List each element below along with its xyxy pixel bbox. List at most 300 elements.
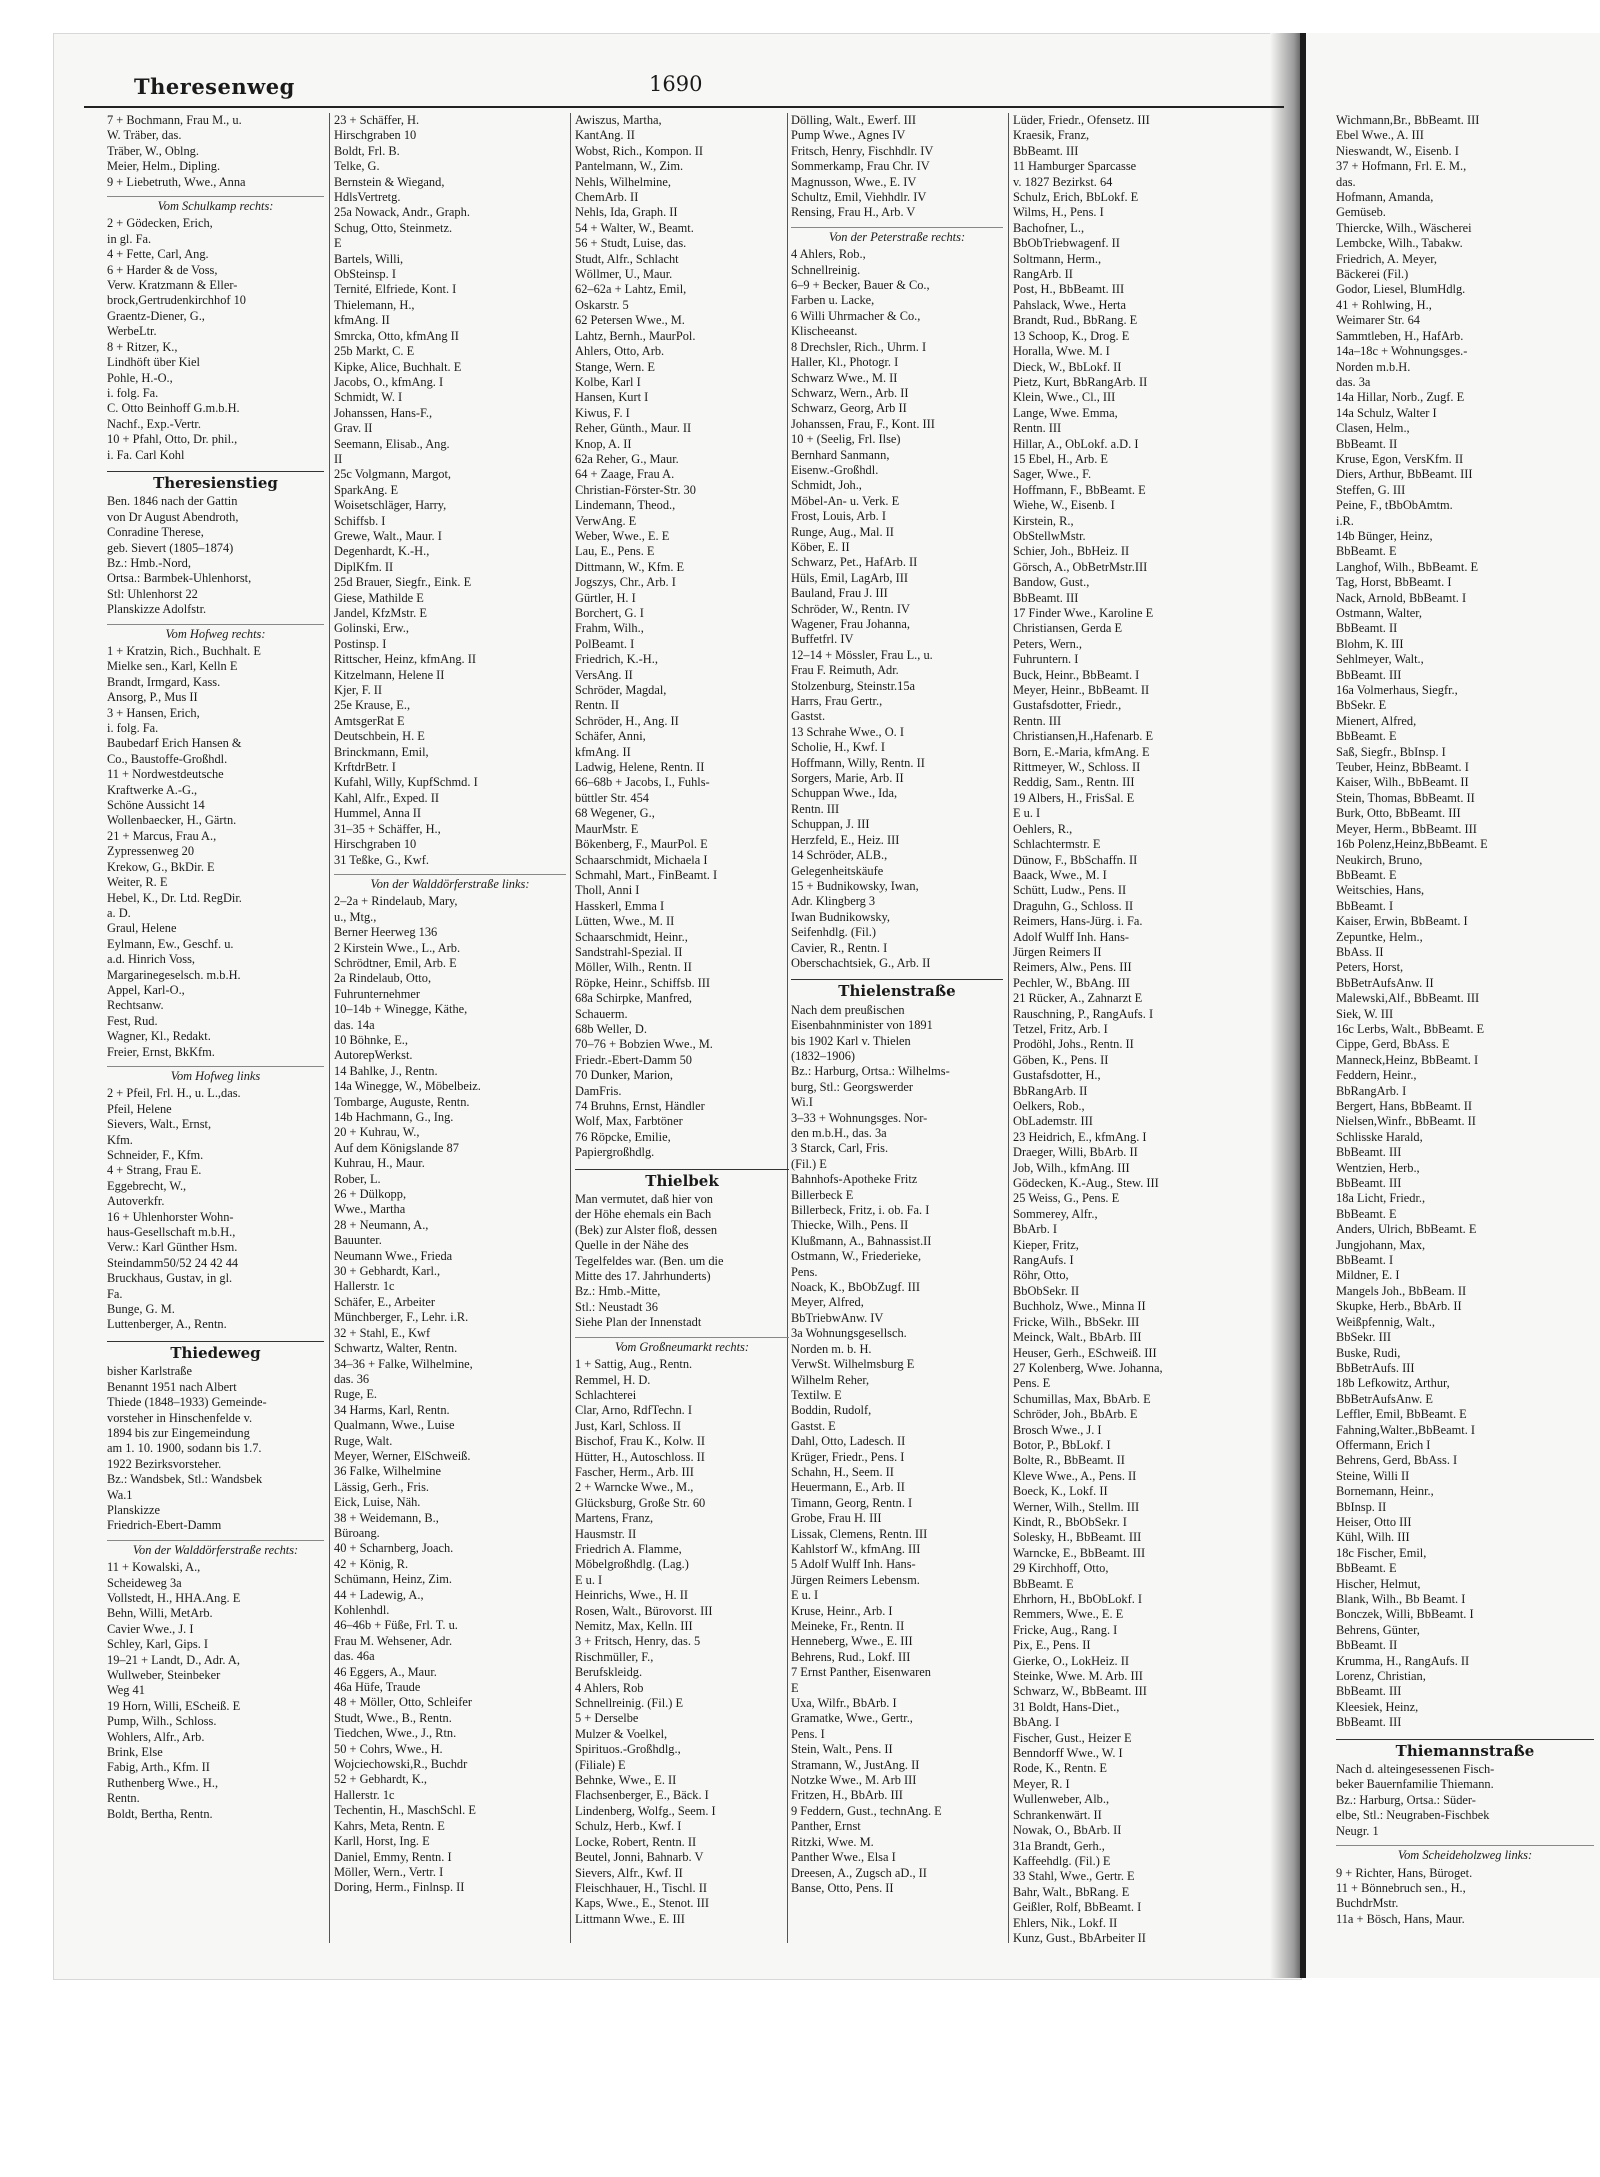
directory-entry: Meyer, Heinr., BbBeamt. II xyxy=(1013,683,1150,698)
directory-entry: Qualmann, Wwe., Luise xyxy=(334,1418,455,1433)
directory-entry: Gastst. E xyxy=(791,1418,836,1433)
directory-entry: BbBeamt. II xyxy=(1336,436,1398,451)
directory-entry: Pietz, Kurt, BbRangArb. II xyxy=(1013,374,1148,389)
section-subheading: Von der Walddörferstraße links: xyxy=(334,874,566,892)
street-description-line: Planskizze xyxy=(107,1502,160,1517)
directory-entry: Schlachterei xyxy=(575,1387,637,1402)
directory-entry: Buske, Rudi, xyxy=(1336,1345,1401,1360)
directory-entry: Meyer, Herm., BbBeamt. III xyxy=(1336,821,1477,836)
directory-entry: BbBetrAufs. III xyxy=(1336,1360,1415,1375)
directory-entry: Pix, E., Pens. II xyxy=(1013,1638,1091,1653)
directory-entry: BbBeamt. I xyxy=(1336,898,1394,913)
directory-entry: Ahlers, Otto, Arb. xyxy=(575,344,665,359)
street-description-line: geb. Sievert (1805–1874) xyxy=(107,540,234,555)
directory-entry: Tombarge, Auguste, Rentn. xyxy=(334,1094,470,1109)
directory-entry: Ostmann, W., Friederieke, xyxy=(791,1249,922,1264)
directory-entry: Auf dem Königslande 87 xyxy=(334,1140,459,1155)
directory-entry: Golinski, Erw., xyxy=(334,621,409,636)
directory-entry: Hummel, Anna II xyxy=(334,806,422,821)
column-rule xyxy=(1008,113,1009,1943)
directory-entry: 31a Brandt, Gerh., xyxy=(1013,1838,1105,1853)
directory-entry: Benndorff Wwe., W. I xyxy=(1013,1746,1123,1761)
directory-entry: Hausmstr. II xyxy=(575,1526,637,1541)
directory-entry: 68b Weller, D. xyxy=(575,1021,647,1036)
directory-entry: Jürgen Reimers II xyxy=(1013,944,1102,959)
directory-entry: Schley, Karl, Gips. I xyxy=(107,1637,209,1652)
directory-entry: BbBeamt. E xyxy=(1336,1206,1397,1221)
directory-entry: 11 Hamburger Sparcasse xyxy=(1013,159,1137,174)
directory-entry: a.d. Hinrich Voss, xyxy=(107,952,195,967)
directory-entry: BbBeamt. III xyxy=(1013,590,1079,605)
directory-entry: Krüger, Friedr., Pens. I xyxy=(791,1449,905,1464)
directory-entry: Feddern, Heinr., xyxy=(1336,1068,1417,1083)
directory-entry: Stolzenburg, Steinstr.15a xyxy=(791,678,916,693)
directory-entry: Ladwig, Helene, Rentn. II xyxy=(575,760,705,775)
directory-entry: Steine, Willi II xyxy=(1336,1468,1410,1483)
section-subheading: Vom Hofweg rechts: xyxy=(107,624,324,642)
directory-entry: Pechler, W., BbAng. III xyxy=(1013,975,1130,990)
directory-entry: Sievers, Walt., Ernst, xyxy=(107,1117,212,1132)
directory-entry: Sager, Wwe., F. xyxy=(1013,467,1092,482)
directory-entry: Hoffmann, Willy, Rentn. II xyxy=(791,755,925,770)
street-description-line: Mitte des 17. Jahrhunderts) xyxy=(575,1269,711,1284)
street-description-line: (1832–1906) xyxy=(791,1048,856,1063)
directory-entry: 76 Röpcke, Emilie, xyxy=(575,1129,671,1144)
directory-entry: Schmahl, Mart., FinBeamt. I xyxy=(575,867,718,882)
section-subheading: Von der Walddörferstraße rechts: xyxy=(107,1540,324,1558)
directory-entry: Wohlers, Alfr., Arb. xyxy=(107,1729,205,1744)
street-description-line: Nach d. alteingesessenen Fisch- xyxy=(1336,1762,1495,1777)
directory-entry: Kirstein, R., xyxy=(1013,513,1074,528)
directory-entry: Nehls, Wilhelmine, xyxy=(575,174,671,189)
street-description-line: Bz.: Wandsbek, Stl.: Wandsbek xyxy=(107,1472,263,1487)
directory-entry: Dünow, F., BbSchaffn. II xyxy=(1013,852,1138,867)
directory-entry: Ostmann, Walter, xyxy=(1336,606,1423,620)
directory-entry: Billerbeck E xyxy=(791,1187,854,1202)
directory-entry: Stein, Thomas, BbBeamt. II xyxy=(1336,790,1475,805)
directory-entry: i. folg. Fa. xyxy=(107,721,159,736)
directory-entry: Friedrich, A. Meyer, xyxy=(1336,251,1438,266)
directory-entry: Krumma, H., RangAufs. II xyxy=(1336,1653,1470,1668)
directory-entry: Schuppan, J. III xyxy=(791,817,870,832)
directory-entry: Nachf., Exp.-Vertr. xyxy=(107,416,201,431)
directory-entry: BbBeamt. III xyxy=(1336,1145,1402,1160)
directory-entry: Kuhrau, H., Maur. xyxy=(334,1156,425,1171)
directory-entry: Leffler, Emil, BbBeamt. E xyxy=(1336,1407,1467,1422)
directory-entry: Neukirch, Bruno, xyxy=(1336,852,1423,867)
directory-entry: Postinsp. I xyxy=(334,636,387,651)
directory-entry: Hüls, Emil, LagArb, III xyxy=(791,570,908,585)
directory-entry: 28 + Neumann, A., xyxy=(334,1217,429,1232)
directory-entry: Flachsenberger, E., Bäck. I xyxy=(575,1788,709,1803)
directory-entry: Littmann Wwe., E. III xyxy=(575,1911,685,1926)
directory-entry: Lissak, Clemens, Rentn. III xyxy=(791,1526,928,1541)
directory-entry: Bökenberg, F., MaurPol. E xyxy=(575,837,708,852)
directory-entry: 8 + Ritzer, K., xyxy=(107,339,178,354)
directory-entry: Sehlmeyer, Walt., xyxy=(1336,652,1424,667)
page-number: 1690 xyxy=(649,72,703,96)
directory-entry: Wichmann,Br., BbBeamt. III xyxy=(1336,113,1480,127)
section-subheading: Vom Scheideholzweg links: xyxy=(1336,1845,1594,1863)
directory-entry: Billerbeck, Fritz, i. ob. Fa. I xyxy=(791,1203,930,1218)
directory-entry: Oelkers, Rob., xyxy=(1013,1099,1085,1113)
directory-entry: das. 46a xyxy=(334,1649,375,1664)
directory-entry: Fischer, Gust., Heizer E xyxy=(1013,1730,1132,1745)
directory-entry: 29 Kirchhoff, Otto, xyxy=(1013,1561,1109,1576)
directory-entry: Bernstein & Wiegand, xyxy=(334,174,445,189)
directory-entry: 7 Ernst Panther, Eisenwaren xyxy=(791,1665,931,1680)
directory-entry: Ebel Wwe., A. III xyxy=(1336,128,1424,143)
directory-entry: Wwe., Martha xyxy=(334,1202,406,1217)
directory-entry: 44 + Ladewig, A., xyxy=(334,1587,424,1602)
street-description-line: burg, Stl.: Georgswerder xyxy=(791,1079,914,1094)
directory-entry: Weimarer Str. 64 xyxy=(1336,313,1420,328)
directory-entry: Remmers, Wwe., E. E xyxy=(1013,1607,1124,1622)
directory-entry: Kjer, F. II xyxy=(334,683,383,698)
directory-entry: 6 + Harder & de Voss, xyxy=(107,262,218,277)
directory-entry: 50 + Cohrs, Wwe., H. xyxy=(334,1741,443,1756)
directory-entry: das. 3a xyxy=(1336,374,1371,389)
directory-entry: Schulz, Erich, BbLokf. E xyxy=(1013,190,1139,205)
directory-entry: kfmAng. II xyxy=(334,313,390,328)
directory-entry: Schlisske Harald, xyxy=(1336,1129,1423,1144)
directory-entry: ObSteinsp. I xyxy=(334,267,396,282)
directory-entry: Wilms, H., Pens. I xyxy=(1013,205,1104,220)
directory-entry: Schumillas, Max, BbArb. E xyxy=(1013,1391,1151,1406)
directory-entry: Techentin, H., MaschSchl. E xyxy=(334,1803,476,1818)
directory-entry: Kraftwerke A.-G., xyxy=(107,782,198,797)
directory-entry: Kruse, Heinr., Arb. I xyxy=(791,1603,893,1618)
street-heading: Thiedeweg xyxy=(107,1341,324,1361)
directory-entry: Schäfer, E., Arbeiter xyxy=(334,1294,435,1309)
directory-entry: 14 Schröder, ALB., xyxy=(791,848,888,863)
directory-entry: Buffetfrl. IV xyxy=(791,632,854,647)
directory-entry: Mulzer & Voelkel, xyxy=(575,1726,668,1741)
directory-entry: Jungjohann, Max, xyxy=(1336,1237,1426,1252)
directory-entry: 27 Kolenberg, Wwe. Johanna, xyxy=(1013,1360,1163,1375)
directory-entry: Blank, Wilh., Bb Beamt. I xyxy=(1336,1592,1466,1606)
directory-entry: Rauschning, P., RangAufs. I xyxy=(1013,1006,1154,1021)
directory-entry: Offermann, Erich I xyxy=(1336,1437,1431,1452)
directory-entry: Boeck, K., Lokf. II xyxy=(1013,1484,1108,1499)
directory-entry: BuchdrMstr. xyxy=(1336,1896,1399,1911)
directory-entry: 2 + Gödecken, Erich, xyxy=(107,216,213,231)
directory-entry: Möller, Wilh., Rentn. II xyxy=(575,960,692,975)
directory-entry: 25e Krause, E., xyxy=(334,698,411,713)
directory-entry: Schmidt, W. I xyxy=(334,390,403,405)
directory-entry: 5 + Derselbe xyxy=(575,1711,639,1726)
directory-entry: Degenhardt, K.-H., xyxy=(334,544,430,559)
directory-entry: Kraesik, Franz, xyxy=(1013,128,1090,143)
directory-entry: AmtsgerRat E xyxy=(334,713,405,728)
directory-entry: Möbel-An- u. Verk. E xyxy=(791,493,900,508)
directory-entry: Schnellreinig. xyxy=(791,262,861,277)
directory-column-6 xyxy=(1336,113,1594,1927)
directory-entry: Draguhn, G., Schloss. II xyxy=(1013,898,1134,913)
directory-entry: Lorenz, Christian, xyxy=(1336,1669,1426,1684)
directory-entry: Gemüseb. xyxy=(1336,205,1386,220)
directory-entry: Bornemann, Heinr., xyxy=(1336,1484,1434,1499)
directory-entry: DamFris. xyxy=(575,1083,622,1098)
directory-entry: Rosen, Walt., Bürovorst. III xyxy=(575,1603,713,1618)
directory-entry: Möbelgroßhdlg. (Lag.) xyxy=(575,1557,689,1572)
directory-entry: Locke, Robert, Rentn. II xyxy=(575,1834,697,1849)
directory-entry: 14a Schulz, Walter I xyxy=(1336,405,1437,420)
directory-entry: Buck, Heinr., BbBeamt. I xyxy=(1013,667,1140,682)
directory-entry: 14a–18c + Wohnungsges.- xyxy=(1336,344,1468,359)
directory-entry: Kaiser, Wilh., BbBeamt. II xyxy=(1336,775,1469,790)
directory-entry: 9 + Liebetruth, Wwe., Anna xyxy=(107,174,246,189)
directory-entry: Fleischhauer, H., Tischl. II xyxy=(575,1880,708,1895)
directory-entry: Pump Wwe., Agnes IV xyxy=(791,128,906,143)
directory-entry: Cavier, R., Rentn. I xyxy=(791,940,888,955)
directory-entry: RangAufs. I xyxy=(1013,1253,1074,1268)
directory-entry: Rittscher, Heinz, kfmAng. II xyxy=(334,652,476,667)
directory-entry: Brosch Wwe., J. I xyxy=(1013,1422,1102,1437)
directory-entry: Wojciechowski,R., Buchdr xyxy=(334,1757,468,1772)
directory-entry: 41 + Rohlwing, H., xyxy=(1336,297,1432,312)
directory-entry: Friedrich A. Flamme, xyxy=(575,1541,682,1556)
directory-entry: 52 + Gebhardt, K., xyxy=(334,1772,428,1787)
directory-entry: 25a Nowack, Andr., Graph. xyxy=(334,205,470,220)
directory-entry: Behnke, Wwe., E. II xyxy=(575,1773,677,1788)
directory-entry: Hirschgraben 10 xyxy=(334,128,417,143)
directory-entry: Schwarz, Georg, Arb II xyxy=(791,401,907,416)
directory-entry: Tag, Horst, BbBeamt. I xyxy=(1336,575,1452,590)
directory-entry: WerbeLtr. xyxy=(107,324,157,339)
directory-entry: Münchberger, F., Lehr. i.R. xyxy=(334,1310,469,1325)
directory-entry: Rentn. III xyxy=(1013,713,1062,728)
section-subheading: Von der Peterstraße rechts: xyxy=(791,227,1003,245)
directory-entry: Lindemann, Theod., xyxy=(575,498,676,513)
directory-entry: BbRangArb. II xyxy=(1013,1083,1088,1098)
directory-entry: Seemann, Elisab., Ang. xyxy=(334,436,450,451)
directory-entry: Peters, Wern., xyxy=(1013,636,1082,651)
directory-entry: Bandow, Gust., xyxy=(1013,575,1090,590)
directory-entry: Godor, Liesel, BlumHdlg. xyxy=(1336,282,1466,297)
directory-entry: Bachofner, L., xyxy=(1013,220,1085,235)
directory-entry: 4 Ahlers, Rob., xyxy=(791,247,866,262)
street-description-line: 1894 bis zur Eingemeindung xyxy=(107,1425,250,1440)
directory-entry: Johanssen, Frau, F., Kont. III xyxy=(791,416,935,431)
directory-entry: Schrankenwärt. II xyxy=(1013,1807,1102,1822)
directory-entry: Kaps, Wwe., E., Stenot. III xyxy=(575,1896,709,1911)
directory-entry: Post, H., BbBeamt. III xyxy=(1013,282,1125,297)
street-description-line: Siehe Plan der Innenstadt xyxy=(575,1315,702,1330)
directory-entry: VerwAng. E xyxy=(575,513,637,528)
directory-entry: BbAng. I xyxy=(1013,1715,1060,1730)
directory-entry: BbAss. II xyxy=(1336,944,1384,959)
directory-entry: Deutschbein, H. E xyxy=(334,729,425,744)
directory-entry: Karll, Horst, Ing. E xyxy=(334,1834,430,1849)
directory-entry: 21 + Marcus, Frau A., xyxy=(107,828,217,843)
street-description-line: Man vermutet, daß hier von xyxy=(575,1192,713,1207)
street-description-line: Benannt 1951 nach Albert xyxy=(107,1379,237,1394)
directory-entry: Manneck,Heinz, BbBeamt. I xyxy=(1336,1052,1479,1067)
directory-entry: Sommerey, Alfr., xyxy=(1013,1206,1098,1221)
directory-entry: Ruge, Walt. xyxy=(334,1433,393,1448)
directory-entry: Mienert, Alfred, xyxy=(1336,713,1417,728)
directory-entry: 15 + Budnikowsky, Iwan, xyxy=(791,878,919,893)
directory-entry: Heuermann, E., Arb. II xyxy=(791,1480,905,1495)
directory-entry: Fuhruntern. I xyxy=(1013,652,1079,667)
directory-entry: Schwarz, W., BbBeamt. III xyxy=(1013,1684,1147,1699)
directory-entry: Schwartz, Walter, Rentn. xyxy=(334,1341,458,1356)
directory-entry: i.R. xyxy=(1336,513,1354,528)
directory-entry: Banse, Otto, Pens. II xyxy=(791,1880,894,1895)
directory-entry: 10 + (Seelig, Frl. Ilse) xyxy=(791,432,901,447)
directory-entry: Bauland, Frau J. III xyxy=(791,586,888,601)
directory-entry: Ehlers, Nik., Lokf. II xyxy=(1013,1915,1118,1930)
directory-entry: Schwarz Wwe., M. II xyxy=(791,370,898,385)
directory-entry: 42 + König, R. xyxy=(334,1556,409,1571)
directory-entry: Runge, Aug., Mal. II xyxy=(791,524,894,539)
directory-entry: 38 + Weidemann, B., xyxy=(334,1510,439,1525)
street-description-line: Stl.: Neustadt 36 xyxy=(575,1299,658,1314)
directory-entry: Neumann Wwe., Frieda xyxy=(334,1248,453,1263)
directory-entry: brock,Gertrudenkirchhof 10 xyxy=(107,293,247,308)
directory-entry: BbBetrAufsAnw. II xyxy=(1336,975,1434,990)
street-heading: Thielenstraße xyxy=(791,979,1003,999)
directory-entry: Giese, Mathilde E xyxy=(334,590,424,605)
directory-entry: BbInsp. II xyxy=(1336,1499,1387,1514)
directory-entry: Schahn, H., Seem. II xyxy=(791,1464,894,1479)
street-description-line: Conradine Therese, xyxy=(107,525,204,540)
directory-entry: Magnusson, Wwe., E. IV xyxy=(791,174,917,189)
directory-entry: Dölling, Walt., Ewerf. III xyxy=(791,113,917,127)
directory-entry: 30 + Gebhardt, Karl., xyxy=(334,1264,441,1279)
directory-entry: Schütt, Ludw., Pens. II xyxy=(1013,883,1127,898)
directory-entry: Langhof, Wilh., BbBeamt. E xyxy=(1336,559,1479,574)
directory-entry: BbBeamt. E xyxy=(1336,544,1397,559)
directory-entry: Geißler, Rolf, BbBeamt. I xyxy=(1013,1900,1142,1915)
column-rule xyxy=(570,113,571,1943)
directory-entry: Autoverkfr. xyxy=(107,1194,165,1209)
directory-entry: Ansorg, P., Mus II xyxy=(107,690,198,705)
street-description-line: Friedrich-Ebert-Damm xyxy=(107,1518,222,1533)
directory-entry: 7 + Bochmann, Frau M., u. xyxy=(107,113,242,127)
directory-entry: 16a Volmerhaus, Siegfr., xyxy=(1336,683,1458,698)
page-header xyxy=(84,72,1284,108)
directory-entry: 25 Weiss, G., Pens. E xyxy=(1013,1191,1120,1206)
directory-entry: Hallerstr. 1c xyxy=(334,1787,395,1802)
directory-entry: Luttenberger, A., Rentn. xyxy=(107,1317,227,1332)
directory-entry: Kahlstorf W., kfmAng. III xyxy=(791,1541,921,1556)
street-description-line: Thiede (1848–1933) Gemeinde- xyxy=(107,1395,267,1410)
directory-entry: Kahrs, Meta, Rentn. E xyxy=(334,1818,445,1833)
directory-entry: Meyer, Alfred, xyxy=(791,1295,864,1310)
directory-entry: 68a Schirpke, Manfred, xyxy=(575,991,692,1006)
directory-entry: 68 Wegener, G., xyxy=(575,806,655,821)
directory-entry: Kfm. xyxy=(107,1132,133,1147)
directory-entry: 18c Fischer, Emil, xyxy=(1336,1545,1427,1560)
directory-entry: Lau, E., Pens. E xyxy=(575,544,655,559)
directory-entry: 3a Wohnungsgesellsch. xyxy=(791,1326,907,1341)
street-description-line: Tegelfeldes war. (Ben. um die xyxy=(575,1253,724,1268)
directory-entry: Dahl, Otto, Ladesch. II xyxy=(791,1434,906,1449)
directory-entry: Just, Karl, Schloss. II xyxy=(575,1418,682,1433)
directory-entry: 66–68b + Jacobs, I., Fuhls- xyxy=(575,775,710,790)
directory-entry: Möller, Wern., Vertr. I xyxy=(334,1864,444,1879)
directory-entry: Frau F. Reimuth, Adr. xyxy=(791,663,899,678)
directory-entry: Reimers, Hans-Jürg. i. Fa. xyxy=(1013,914,1143,929)
street-description-line: 1922 Bezirksvorsteher. xyxy=(107,1456,222,1471)
directory-entry: E u. I xyxy=(791,1588,819,1603)
directory-entry: Friedr.-Ebert-Damm 50 xyxy=(575,1052,692,1067)
street-description-line: der Höhe ehemals ein Bach xyxy=(575,1207,712,1222)
directory-entry: 31–35 + Schäffer, H., xyxy=(334,821,441,836)
directory-entry: BbBeamt. II xyxy=(1336,621,1398,636)
directory-entry: 14 Bahlke, J., Rentn. xyxy=(334,1063,438,1078)
directory-entry: Behrens, Günter, xyxy=(1336,1622,1420,1637)
directory-entry: Siek, W. III xyxy=(1336,1006,1394,1021)
street-description-line: beker Bauernfamilie Thiemann. xyxy=(1336,1777,1494,1792)
section-subheading: Vom Schulkamp rechts: xyxy=(107,196,324,214)
directory-entry: 2a Rindelaub, Otto, xyxy=(334,971,432,986)
directory-entry: Ternité, Elfriede, Kont. I xyxy=(334,282,457,297)
directory-entry: BbBeamt. II xyxy=(1336,1638,1398,1653)
directory-entry: Lindhöft über Kiel xyxy=(107,355,200,370)
directory-entry: Stein, Walt., Pens. II xyxy=(791,1742,893,1757)
directory-entry: Meineke, Fr., Rentn. II xyxy=(791,1619,905,1633)
directory-entry: Botor, P., BbLokf. I xyxy=(1013,1437,1111,1452)
directory-entry: Knop, A. II xyxy=(575,436,632,451)
street-description-line: Neugr. 1 xyxy=(1336,1823,1379,1838)
directory-entry: u., Mtg., xyxy=(334,909,377,924)
directory-entry: Lindenberg, Wolfg., Seem. I xyxy=(575,1803,716,1818)
directory-entry: Sammtleben, H., HafArb. xyxy=(1336,328,1464,343)
directory-entry: Rischmüller, F., xyxy=(575,1649,654,1664)
directory-entry: 10 + Pfahl, Otto, Dr. phil., xyxy=(107,432,238,447)
directory-entry: 6–9 + Becker, Bauer & Co., xyxy=(791,278,930,293)
section-subheading: Vom Hofweg links xyxy=(107,1066,324,1084)
directory-entry: Hirschgraben 10 xyxy=(334,837,417,852)
directory-entry: Weg 41 xyxy=(107,1683,145,1698)
directory-entry: 56 + Studt, Luise, das. xyxy=(575,236,687,251)
directory-entry: Görsch, A., ObBetrMstr.III xyxy=(1013,559,1148,574)
directory-entry: Pohle, H.-O., xyxy=(107,370,173,385)
street-description-line: Eisenbahnminister von 1891 xyxy=(791,1018,933,1033)
street-description-line: Ben. 1846 nach der Gattin xyxy=(107,494,238,509)
directory-entry: 11a + Bösch, Hans, Maur. xyxy=(1336,1911,1465,1926)
directory-entry: Dittmann, W., Kfm. E xyxy=(575,559,685,574)
directory-entry: Kahl, Alfr., Exped. II xyxy=(334,790,439,805)
directory-entry: Bischof, Frau K., Kolw. II xyxy=(575,1434,705,1449)
directory-entry: 32 + Stahl, E., Kwf xyxy=(334,1325,431,1340)
directory-entry: Adr. Klingberg 3 xyxy=(791,894,876,909)
directory-entry: Schaarschmidt, Michaela I xyxy=(575,852,708,867)
street-description-line: vorsteher in Hinschenfelde v. xyxy=(107,1410,253,1425)
street-description-line: von Dr August Abendroth, xyxy=(107,509,239,524)
directory-entry: 46–46b + Füße, Frl. T. u. xyxy=(334,1618,458,1633)
directory-entry: Dreesen, A., Zugsch aD., II xyxy=(791,1865,927,1880)
directory-entry: Wagener, Frau Johanna, xyxy=(791,617,910,631)
directory-entry: Vollstedt, H., HHA.Ang. E xyxy=(107,1590,241,1605)
directory-entry: 4 + Fette, Carl, Ang. xyxy=(107,247,209,262)
directory-entry: Schröder, Joh., BbArb. E xyxy=(1013,1407,1138,1422)
directory-entry: Reimers, Alw., Pens. III xyxy=(1013,960,1132,975)
directory-entry: Brandt, Irmgard, Kass. xyxy=(107,674,221,689)
directory-entry: BbBeamt. III xyxy=(1336,1176,1402,1191)
directory-entry: Graentz-Diener, G., xyxy=(107,308,205,323)
directory-entry: Adolf Wulff Inh. Hans- xyxy=(1013,929,1130,944)
directory-entry: 31 Teßke, G., Kwf. xyxy=(334,852,429,867)
directory-entry: Papiergroßhdlg. xyxy=(575,1145,655,1160)
directory-entry: Schmidt, Joh., xyxy=(791,478,862,493)
directory-entry: BbBetrAufsAnw. E xyxy=(1336,1391,1433,1406)
directory-entry: BbBeamt. E xyxy=(1336,867,1397,882)
directory-entry: Schrödtner, Emil, Arb. E xyxy=(334,955,457,970)
